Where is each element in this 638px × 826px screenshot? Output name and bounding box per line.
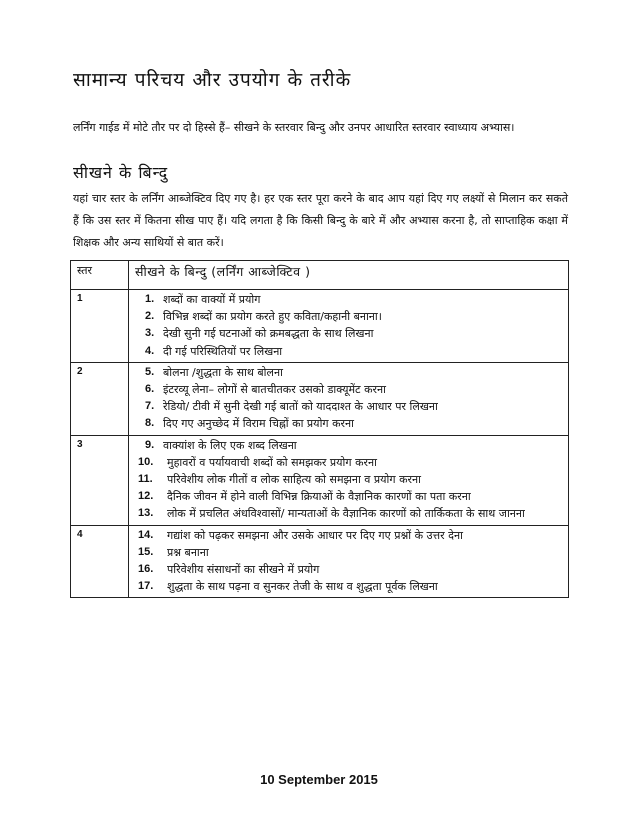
item-text: शुद्धता के साथ पढ़ना व सुनकर तेजी के साथ व शुद्धता पूर्वक लिखना — [167, 580, 438, 594]
item-text: वाक्यांश के लिए एक शब्द लिखना — [163, 438, 297, 452]
item-text: परिवेशीय संसाधनों का सीखने में प्रयोग — [167, 563, 320, 577]
item-text: दैनिक जीवन में होने वाली विभिन्न क्रियाओं के वैज्ञानिक कारणों का पता करना — [167, 490, 471, 504]
item-text: मुहावरों व पर्यायवाची शब्दों को समझकर प्रयोग करना — [167, 455, 377, 469]
list-item — [135, 364, 562, 381]
page-title: सामान्य परिचय और उपयोग के तरीके — [73, 69, 352, 91]
item-text: प्रश्न बनाना — [167, 545, 209, 559]
table-body — [71, 290, 569, 598]
level-number: 1 — [71, 290, 129, 363]
intro-paragraph: लर्निंग गाईड में मोटे तौर पर दो हिस्से हैं– सीखने के स्तरवार बिन्दु और उनपर आधारित स्तरवार स्वाध्याय अभ्यास। — [73, 121, 515, 134]
objectives-cell — [129, 362, 569, 435]
list-item — [135, 398, 562, 415]
item-number: 14. — [138, 528, 154, 541]
list-item — [135, 561, 562, 578]
list-item — [135, 381, 562, 398]
table-row — [71, 435, 569, 525]
list-item — [135, 488, 562, 505]
item-number: 5. — [145, 365, 155, 378]
list-item — [135, 578, 562, 595]
item-number: 9. — [145, 438, 155, 451]
level-number: 3 — [71, 435, 129, 525]
table-row — [71, 362, 569, 435]
list-item — [135, 454, 562, 471]
list-item — [135, 325, 562, 342]
list-item — [135, 471, 562, 488]
list-item — [135, 544, 562, 561]
level-number: 4 — [71, 525, 129, 598]
item-text: गद्यांश को पढ़कर समझना और उसके आधार पर दिए गए प्रश्नों के उत्तर देना — [167, 528, 463, 542]
item-number: 2. — [145, 310, 155, 323]
item-text: शब्दों का वाक्यों में प्रयोग — [163, 293, 261, 306]
item-number: 15. — [138, 545, 154, 558]
item-text: इंटरव्यू लेना– लोगों से बातचीतकर उसको डाक्यूमेंट करना — [163, 383, 386, 397]
list-item — [135, 505, 562, 522]
item-text: लोक में प्रचलित अंधविश्वासों/ मान्यताओं के वैज्ञानिक कारणों को तार्किकता के साथ जानना — [167, 507, 525, 521]
item-number: 7. — [145, 400, 155, 413]
objectives-cell — [129, 525, 569, 598]
table-row — [71, 290, 569, 363]
item-number: 13. — [138, 507, 154, 520]
list-item — [135, 415, 562, 432]
objectives-list — [135, 364, 562, 433]
objectives-list — [135, 291, 562, 360]
footer-date: 10 September 2015 — [260, 772, 378, 787]
table-row — [71, 525, 569, 598]
objectives-cell — [129, 290, 569, 363]
item-text: दी गई परिस्थितियों पर लिखना — [163, 344, 283, 358]
level-number: 2 — [71, 362, 129, 435]
item-number: 10. — [138, 455, 154, 468]
item-number: 11. — [138, 473, 153, 486]
item-number: 12. — [138, 490, 154, 503]
section-heading: सीखने के बिन्दु — [73, 163, 169, 182]
item-text: बोलना /शुद्धता के साथ बोलना — [163, 365, 283, 379]
item-text: देखी सुनी गई घटनाओं को क्रमबद्धता के साथ लिखना — [163, 327, 374, 341]
header-objectives-label: सीखने के बिन्दु (लर्निंग आब्जेक्टिव ) — [135, 264, 311, 279]
item-text: रेडियो/ टीवी में सुनी देखी गई बातों को याददाश्त के आधार पर लिखना — [163, 400, 438, 414]
header-objectives — [129, 261, 569, 290]
list-item — [135, 437, 562, 454]
list-item — [135, 343, 562, 360]
learning-objectives-table — [70, 260, 569, 598]
header-level: स्तर — [71, 261, 129, 290]
item-number: 4. — [145, 344, 155, 357]
table-header-row — [71, 261, 569, 290]
list-item — [135, 291, 562, 308]
item-number: 8. — [145, 417, 155, 430]
item-number: 1. — [145, 293, 155, 305]
item-number: 16. — [138, 563, 154, 576]
list-item — [135, 308, 562, 325]
item-number: 3. — [145, 327, 155, 340]
item-text: दिए गए अनुच्छेद में विराम चिह्नों का प्रयोग करना — [163, 417, 355, 431]
item-text: परिवेशीय लोक गीतों व लोक साहित्य को समझना व प्रयोग करना — [167, 473, 421, 487]
item-number: 6. — [145, 383, 155, 396]
objectives-list — [135, 437, 562, 523]
section-paragraph: यहां चार स्तर के लर्निंग आब्जेक्टिव दिए गए है। हर एक स्तर पूरा करने के बाद आप यहां दिए गए लक्ष्यों से मिलान कर सकते हैं कि उस स्तर में कितना सीख पाए हैं। यदि लगता है कि किसी बिन्दु के बारे में और अभ्यास करना है, तो साप्ताहिक कक्षा में शिक्षक और अन्य साथियों से बात करें। — [73, 192, 568, 249]
objectives-list — [135, 527, 562, 596]
item-number: 17. — [138, 580, 154, 593]
list-item — [135, 527, 562, 544]
objectives-cell — [129, 435, 569, 525]
item-text: विभिन्न शब्दों का प्रयोग करते हुए कविता/कहानी बनाना। — [163, 310, 382, 324]
